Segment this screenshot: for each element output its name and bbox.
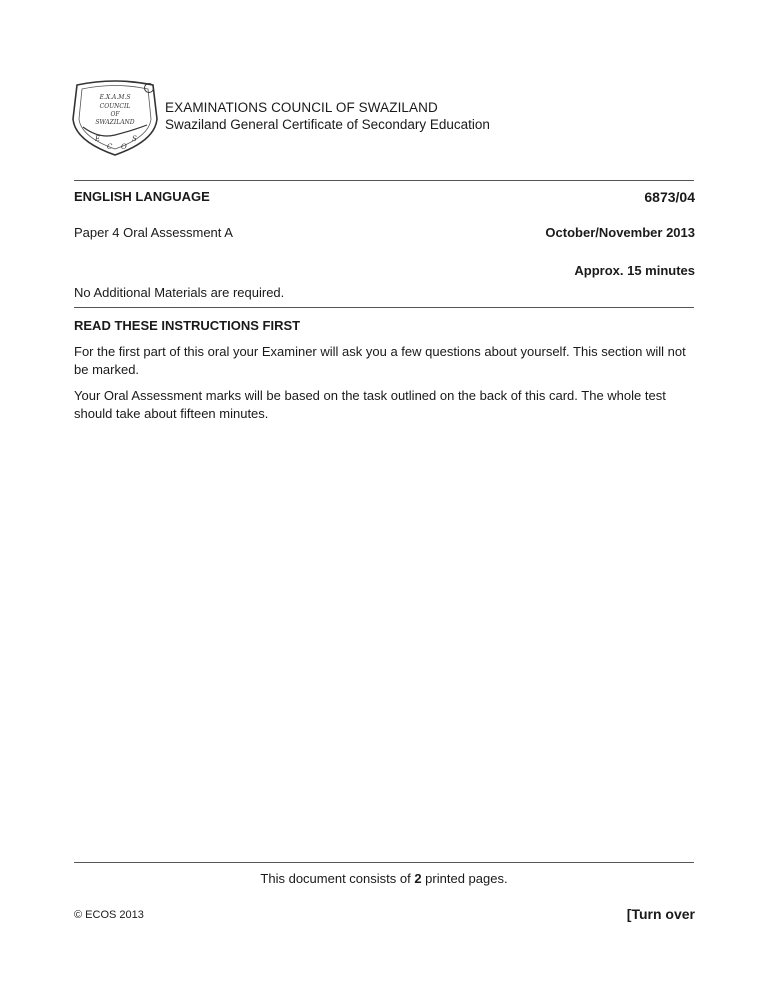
emblem-text-line-2: COUNCIL [99,103,131,110]
emblem-text-line-1: E.X.A.M.S [99,94,131,101]
page-count-note [0,871,768,887]
instructions-divider [74,307,694,308]
instructions-heading: READ THESE INSTRUCTIONS FIRST [74,318,301,333]
footer-divider [74,862,694,863]
turn-over-note: [Turn over [626,906,695,922]
paper-code: 6873/04 [644,189,695,205]
exam-duration: Approx. 15 minutes [574,263,695,278]
ecos-logo-emblem [69,79,161,157]
emblem-initial-e: E [95,135,101,143]
copyright-notice: © ECOS 2013 [74,909,144,921]
instructions-paragraph-1: For the first part of this oral your Examiner will ask you a few questions about yourself. This section will not be marked. [74,344,686,377]
emblem-text-line-4: SWAZILAND [95,119,135,126]
organization-subtitle: Swaziland General Certificate of Secondary Education [165,117,490,132]
materials-note: No Additional Materials are required. [74,285,285,300]
emblem-initial-c: C [107,143,113,151]
emblem-text-line-3: OF [110,111,120,118]
page-count-prefix: This document consists of [260,871,415,886]
instructions-paragraph-2: Your Oral Assessment marks will be based on the task outlined on the back of this card. The whole test should take about fifteen minutes. [74,388,666,421]
paper-name: Paper 4 Oral Assessment A [74,225,233,240]
exam-session: October/November 2013 [545,225,695,240]
emblem-initial-o: O [121,143,127,151]
page-count-suffix: printed pages. [421,871,508,886]
header-divider [74,180,694,181]
subject-title: ENGLISH LANGUAGE [74,189,210,204]
organization-name: EXAMINATIONS COUNCIL OF SWAZILAND [165,100,438,115]
page-count-number: 2 [414,871,422,886]
emblem-initial-s: S [132,135,137,143]
